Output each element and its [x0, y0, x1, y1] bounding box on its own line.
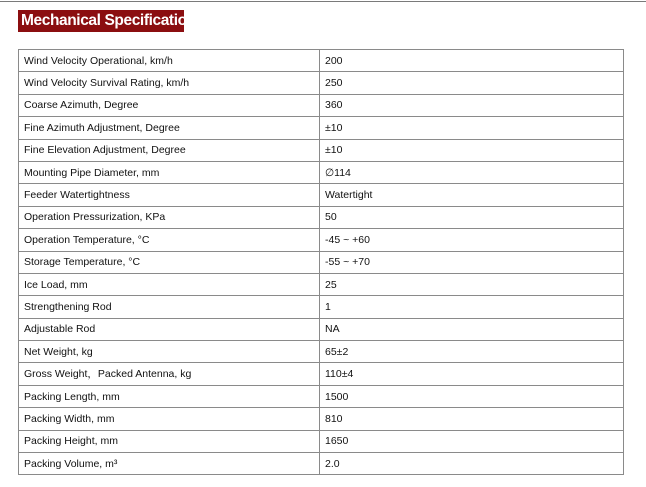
spec-parameter: Wind Velocity Survival Rating, km/h [19, 72, 320, 94]
table-row [19, 453, 624, 475]
spec-value: ±10 [320, 139, 624, 161]
spec-value: 1500 [320, 385, 624, 407]
spec-parameter: Storage Temperature, °C [19, 251, 320, 273]
spec-parameter: Coarse Azimuth, Degree [19, 94, 320, 116]
spec-value: 65±2 [320, 341, 624, 363]
spec-parameter: Fine Elevation Adjustment, Degree [19, 139, 320, 161]
table-row [19, 229, 624, 251]
spec-parameter: Packing Volume, m³ [19, 453, 320, 475]
spec-parameter: Strengthening Rod [19, 296, 320, 318]
spec-value: -45 ~ +60 [320, 229, 624, 251]
top-divider [0, 1, 646, 2]
spec-parameter: Packing Height, mm [19, 430, 320, 452]
table-row [19, 206, 624, 228]
table-row [19, 251, 624, 273]
section-title: Mechanical Specifications [18, 10, 184, 32]
table-row [19, 296, 624, 318]
spec-parameter: Ice Load, mm [19, 273, 320, 295]
spec-value: ∅114 [320, 161, 624, 183]
table-row [19, 430, 624, 452]
spec-value: 360 [320, 94, 624, 116]
spec-parameter: Operation Pressurization, KPa [19, 206, 320, 228]
spec-parameter: Wind Velocity Operational, km/h [19, 50, 320, 72]
table-row [19, 363, 624, 385]
table-row [19, 408, 624, 430]
spec-parameter: Adjustable Rod [19, 318, 320, 340]
spec-value: -55 ~ +70 [320, 251, 624, 273]
spec-value: 250 [320, 72, 624, 94]
specifications-table [18, 49, 624, 475]
spec-value: 200 [320, 50, 624, 72]
spec-parameter: Feeder Watertightness [19, 184, 320, 206]
table-row [19, 50, 624, 72]
spec-value: 50 [320, 206, 624, 228]
spec-parameter: Mounting Pipe Diameter, mm [19, 161, 320, 183]
spec-parameter: Fine Azimuth Adjustment, Degree [19, 117, 320, 139]
spec-parameter: Net Weight, kg [19, 341, 320, 363]
spec-parameter: Packing Width, mm [19, 408, 320, 430]
table-row [19, 161, 624, 183]
spec-parameter: Packing Length, mm [19, 385, 320, 407]
spec-value: ±10 [320, 117, 624, 139]
table-row [19, 273, 624, 295]
spec-value: 2.0 [320, 453, 624, 475]
table-row [19, 94, 624, 116]
table-row [19, 385, 624, 407]
table-row [19, 318, 624, 340]
spec-value: NA [320, 318, 624, 340]
spec-parameter: Operation Temperature, °C [19, 229, 320, 251]
table-row [19, 341, 624, 363]
spec-value: 1650 [320, 430, 624, 452]
spec-value: Watertight [320, 184, 624, 206]
table-row [19, 72, 624, 94]
spec-parameter: Gross Weight，Packed Antenna, kg [19, 363, 320, 385]
table-row [19, 184, 624, 206]
table-row [19, 139, 624, 161]
spec-value: 810 [320, 408, 624, 430]
spec-value: 1 [320, 296, 624, 318]
spec-value: 110±4 [320, 363, 624, 385]
spec-value: 25 [320, 273, 624, 295]
table-row [19, 117, 624, 139]
